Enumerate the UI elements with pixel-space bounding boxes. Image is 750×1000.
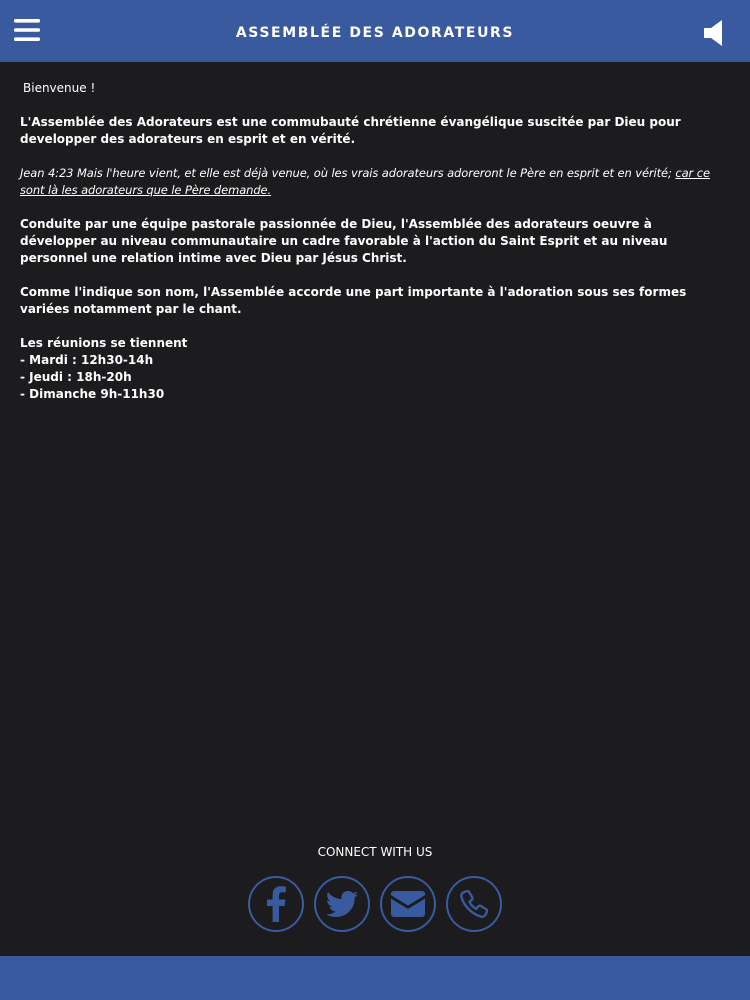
schedule-item: - Mardi : 12h30-14h [20, 353, 154, 367]
phone-icon [460, 890, 488, 918]
welcome-text: Bienvenue ! [23, 81, 96, 95]
facebook-icon [265, 886, 287, 922]
bottom-bar [0, 956, 750, 1000]
email-button[interactable] [380, 876, 436, 932]
page-title: ASSEMBLÉE DES ADORATEURS [235, 25, 515, 41]
pastoral-paragraph: Conduite par une équipe pastorale passionnée de Dieu, l'Assemblée des adorateurs oeuvre à développer au niveau communautaire un cadre favorable à l'action du Saint Esprit et au niveau personnel une relation intime avec Dieu par Jésus Christ. [20, 217, 668, 265]
hamburger-menu-icon [14, 19, 40, 41]
envelope-icon [391, 891, 425, 917]
adoration-paragraph: Comme l'indique son nom, l'Assemblée accorde une part importante à l'adoration sous ses formes variées notamment par le chant. [20, 285, 687, 316]
phone-button[interactable] [446, 876, 502, 932]
verse-text: Jean 4:23 Mais l'heure vient, et elle est déjà venue, où les vrais adorateurs adoreront le Père en esprit et en vérité; [20, 166, 676, 180]
twitter-icon [326, 891, 358, 917]
main-content [20, 80, 732, 403]
menu-button[interactable] [14, 19, 50, 45]
intro-paragraph: L'Assemblée des Adorateurs est une commubauté chrétienne évangélique suscitée par Dieu pour developper des adorateurs en esprit et en vérité. [20, 115, 681, 146]
schedule-heading: Les réunions se tiennent [20, 336, 188, 350]
connect-label: CONNECT WITH US [317, 845, 433, 859]
speaker-icon [704, 19, 724, 47]
bible-verse [20, 165, 732, 199]
meeting-schedule [20, 335, 732, 403]
verse-underlined-text: car ce sont là les adorateurs que le Père demande. [20, 166, 710, 197]
sound-toggle-button[interactable] [704, 19, 732, 49]
facebook-button[interactable] [248, 876, 304, 932]
schedule-item: - Jeudi : 18h-20h [20, 370, 132, 384]
social-links [0, 876, 750, 934]
twitter-button[interactable] [314, 876, 370, 932]
top-app-bar [0, 0, 750, 62]
schedule-item: - Dimanche 9h-11h30 [20, 387, 165, 401]
